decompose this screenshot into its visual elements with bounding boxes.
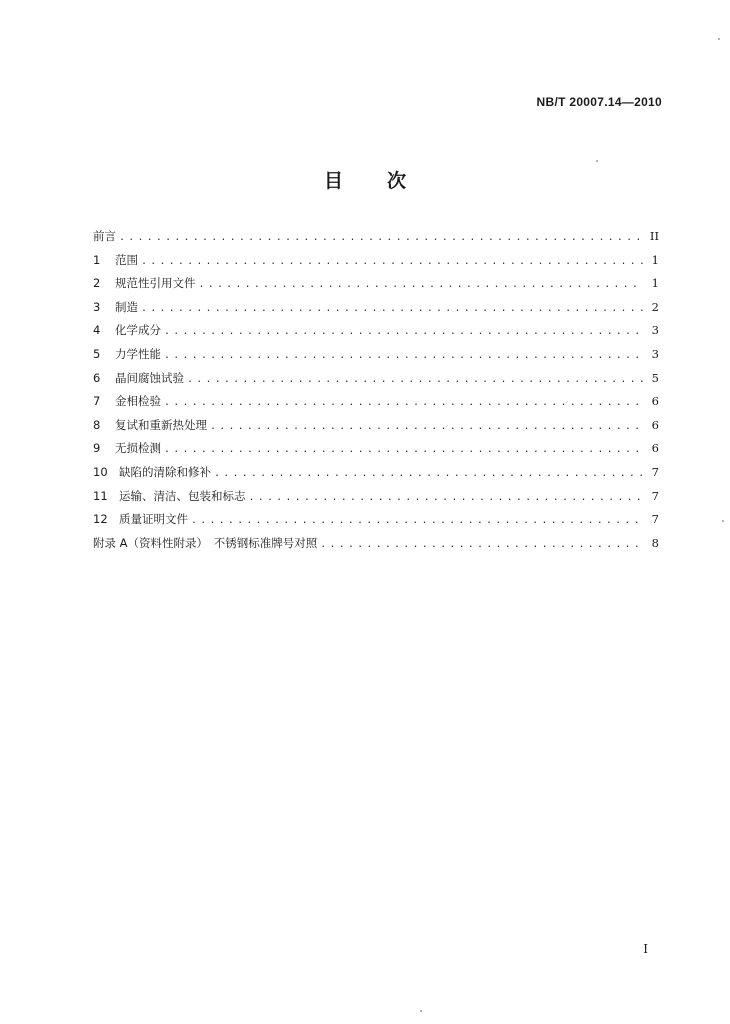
toc-dot-leader	[320, 533, 643, 556]
toc-item-annex-a[interactable]	[93, 532, 659, 556]
toc-item-number: 9	[93, 441, 101, 456]
toc-item-7[interactable]	[93, 390, 659, 414]
toc-item-page: 3	[651, 323, 659, 338]
toc-item-11[interactable]	[93, 485, 659, 509]
toc-item-6[interactable]	[93, 367, 659, 391]
toc-item-number: 4	[93, 323, 101, 338]
toc-item-10[interactable]	[93, 461, 659, 485]
toc-item-label: 晶间腐蚀试验	[115, 370, 184, 385]
toc-dot-leader	[214, 462, 643, 485]
table-of-contents	[93, 225, 659, 555]
toc-item-label: 质量证明文件	[119, 512, 188, 527]
toc-item-page: 6	[651, 417, 659, 432]
toc-item-label: 范围	[115, 252, 138, 267]
toc-item-label: 附录 A（资料性附录） 不锈钢标准牌号对照	[93, 535, 318, 550]
page-number: I	[643, 942, 648, 956]
toc-item-label: 制造	[115, 299, 138, 314]
toc-item-number: 6	[93, 370, 101, 385]
toc-item-8[interactable]	[93, 414, 659, 438]
title-char-2: 次	[387, 170, 407, 192]
toc-dot-leader	[199, 273, 644, 296]
toc-item-5[interactable]	[93, 343, 659, 367]
toc-item-page: 7	[651, 464, 659, 479]
toc-dot-leader	[210, 415, 643, 438]
toc-item-page: II	[649, 229, 659, 243]
toc-item-page: 6	[651, 441, 659, 456]
toc-dot-leader	[164, 391, 643, 414]
toc-item-label: 运输、清洁、包装和标志	[119, 488, 246, 503]
scan-speck	[420, 1010, 422, 1012]
toc-item-number: 2	[93, 276, 101, 291]
toc-item-page: 3	[651, 346, 659, 361]
toc-item-label: 缺陷的清除和修补	[119, 464, 211, 479]
toc-item-4[interactable]	[93, 319, 659, 343]
toc-item-label: 前言	[93, 229, 116, 243]
standard-code: NB/T 20007.14—2010	[536, 95, 662, 109]
title-char-1: 目	[323, 170, 343, 192]
toc-item-page: 8	[651, 535, 659, 550]
toc-item-number: 12	[93, 512, 108, 527]
toc-item-label: 金相检验	[115, 394, 161, 409]
toc-item-number: 7	[93, 394, 101, 409]
toc-dot-leader	[187, 368, 643, 391]
toc-item-label: 无损检测	[115, 441, 161, 456]
scan-speck	[596, 160, 598, 162]
toc-item-number: 5	[93, 346, 101, 361]
toc-dot-leader	[164, 344, 643, 367]
toc-item-1[interactable]	[93, 249, 659, 273]
toc-item-label: 规范性引用文件	[115, 276, 196, 291]
toc-item-3[interactable]	[93, 296, 659, 320]
toc-item-foreword[interactable]	[93, 225, 659, 249]
scan-speck	[722, 520, 724, 522]
toc-item-number: 10	[93, 464, 108, 479]
toc-item-page: 1	[651, 252, 659, 267]
toc-dot-leader	[119, 226, 643, 249]
toc-item-9[interactable]	[93, 437, 659, 461]
toc-dot-leader	[249, 486, 644, 509]
toc-item-12[interactable]	[93, 508, 659, 532]
toc-dot-leader	[141, 250, 643, 273]
toc-item-label: 力学性能	[115, 346, 161, 361]
toc-dot-leader	[191, 509, 643, 532]
page-title	[0, 166, 730, 193]
scan-speck	[718, 38, 720, 40]
toc-item-page: 7	[651, 488, 659, 503]
toc-item-page: 6	[651, 394, 659, 409]
toc-dot-leader	[141, 297, 643, 320]
toc-item-label: 复试和重新热处理	[115, 417, 207, 432]
toc-item-number: 8	[93, 417, 101, 432]
toc-item-page: 7	[651, 512, 659, 527]
toc-item-page: 2	[651, 299, 659, 314]
toc-item-number: 11	[93, 488, 108, 503]
toc-dot-leader	[164, 438, 643, 461]
toc-item-label: 化学成分	[115, 323, 161, 338]
toc-item-2[interactable]	[93, 272, 659, 296]
toc-item-page: 5	[651, 370, 659, 385]
toc-item-number: 1	[93, 252, 101, 267]
toc-item-page: 1	[651, 276, 659, 291]
toc-item-number: 3	[93, 299, 101, 314]
toc-dot-leader	[164, 320, 643, 343]
